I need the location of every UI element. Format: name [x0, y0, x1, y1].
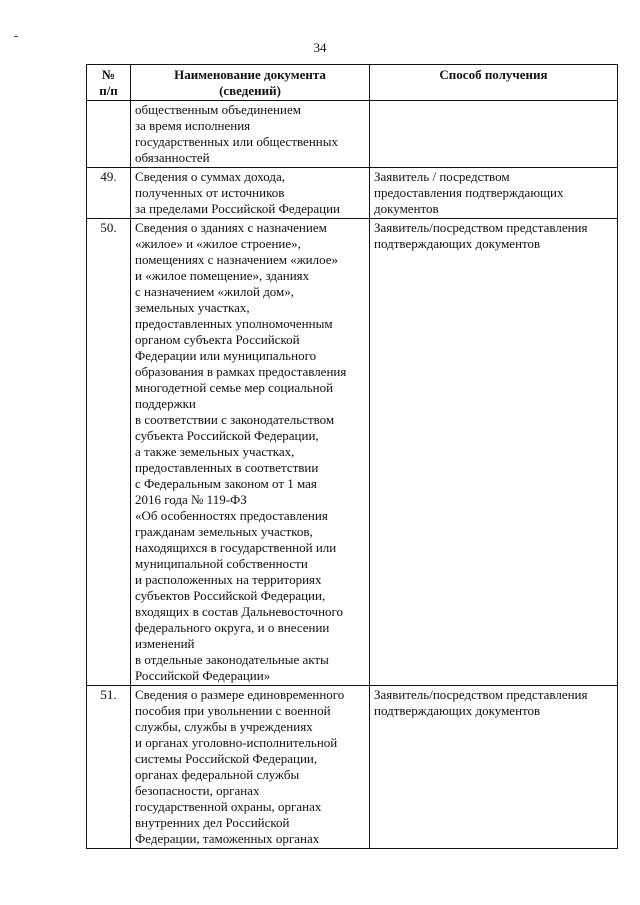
document-name-line: Российской Федерации»: [135, 668, 271, 683]
scan-mark: [14, 36, 18, 37]
document-name-line: обязанностей: [135, 150, 210, 165]
header-name: [131, 65, 370, 101]
document-name-cell: [131, 219, 370, 686]
document-name-line: и расположенных на территориях: [135, 572, 322, 587]
page-number: 34: [313, 40, 327, 55]
method-cell: [370, 101, 618, 168]
document-name-line: гражданам земельных участков,: [135, 524, 313, 539]
document-name-line: пособия при увольнении с военной: [135, 703, 331, 718]
document-name-line: «Об особенностях предоставления: [135, 508, 328, 523]
header-num: [87, 65, 131, 101]
document-name-cell: [131, 168, 370, 219]
header-method-line: Способ получения: [439, 67, 548, 82]
document-name-line: и органах уголовно-исполнительной: [135, 735, 338, 750]
document-name-line: в отдельные законодательные акты: [135, 652, 329, 667]
table-row: [87, 219, 618, 686]
document-name-line: находящихся в государственной или: [135, 540, 337, 555]
document-name-line: с назначением «жилой дом»,: [135, 284, 295, 299]
document-name-line: 2016 года № 119-ФЗ: [135, 492, 247, 507]
method-line: Заявитель / посредством: [374, 169, 510, 184]
documents-table: [86, 64, 618, 849]
header-name-line: Наименование документа: [174, 67, 326, 82]
table-body: [87, 101, 618, 849]
table-header-row: [87, 65, 618, 101]
document-name-line: образования в рамках предоставления: [135, 364, 347, 379]
header-name-line: (сведений): [219, 83, 281, 98]
document-name-line: помещениях с назначением «жилое»: [135, 252, 339, 267]
table-row: [87, 686, 618, 849]
table-row: [87, 168, 618, 219]
document-name-line: органах федеральной службы: [135, 767, 300, 782]
row-number: 50.: [87, 219, 131, 686]
document-name-line: безопасности, органах: [135, 783, 260, 798]
document-name-line: в соответствии с законодательством: [135, 412, 335, 427]
method-line: подтверждающих документов: [374, 703, 541, 718]
method-cell: [370, 219, 618, 686]
document-name-line: поддержки: [135, 396, 196, 411]
method-line: документов: [374, 201, 439, 216]
document-name-line: субъектов Российской Федерации,: [135, 588, 326, 603]
document-name-line: государственных или общественных: [135, 134, 338, 149]
header-num-line: п/п: [99, 83, 118, 98]
document-name-line: Сведения о суммах дохода,: [135, 169, 285, 184]
document-name-line: органом субъекта Российской: [135, 332, 300, 347]
document-name-line: с Федеральным законом от 1 мая: [135, 476, 317, 491]
document-name-line: земельных участках,: [135, 300, 250, 315]
document-name-line: за пределами Российской Федерации: [135, 201, 340, 216]
document-name-line: федерального округа, и о внесении: [135, 620, 330, 635]
row-number: 49.: [87, 168, 131, 219]
document-name-line: системы Российской Федерации,: [135, 751, 318, 766]
document-name-line: субъекта Российской Федерации,: [135, 428, 319, 443]
method-line: Заявитель/посредством представления: [374, 220, 588, 235]
method-line: Заявитель/посредством представления: [374, 687, 588, 702]
document-name-line: Федерации, таможенных органах: [135, 831, 320, 846]
document-name-line: входящих в состав Дальневосточного: [135, 604, 344, 619]
method-line: подтверждающих документов: [374, 236, 541, 251]
document-name-line: службы, службы в учреждениях: [135, 719, 313, 734]
document-name-line: полученных от источников: [135, 185, 285, 200]
document-name-line: Сведения о зданиях с назначением: [135, 220, 327, 235]
row-number: 51.: [87, 686, 131, 849]
document-name-line: и «жилое помещение», зданиях: [135, 268, 310, 283]
document-name-line: предоставленных уполномоченным: [135, 316, 333, 331]
document-name-line: предоставленных в соответствии: [135, 460, 319, 475]
document-name-line: многодетной семье мер социальной: [135, 380, 334, 395]
document-name-line: Федерации или муниципального: [135, 348, 317, 363]
document-name-line: изменений: [135, 636, 195, 651]
header-method: [370, 65, 618, 101]
document-name-cell: [131, 686, 370, 849]
row-number: [87, 101, 131, 168]
document-name-line: Сведения о размере единовременного: [135, 687, 345, 702]
document-name-cell: [131, 101, 370, 168]
method-cell: [370, 686, 618, 849]
document-name-line: государственной охраны, органах: [135, 799, 322, 814]
document-name-line: а также земельных участках,: [135, 444, 295, 459]
method-cell: [370, 168, 618, 219]
document-name-line: внутренних дел Российской: [135, 815, 290, 830]
method-line: предоставления подтверждающих: [374, 185, 564, 200]
table-row: [87, 101, 618, 168]
document-name-line: муниципальной собственности: [135, 556, 308, 571]
header-num-line: №: [101, 67, 116, 82]
document-name-line: за время исполнения: [135, 118, 251, 133]
document-name-line: «жилое» и «жилое строение»,: [135, 236, 301, 251]
document-name-line: общественным объединением: [135, 102, 301, 117]
